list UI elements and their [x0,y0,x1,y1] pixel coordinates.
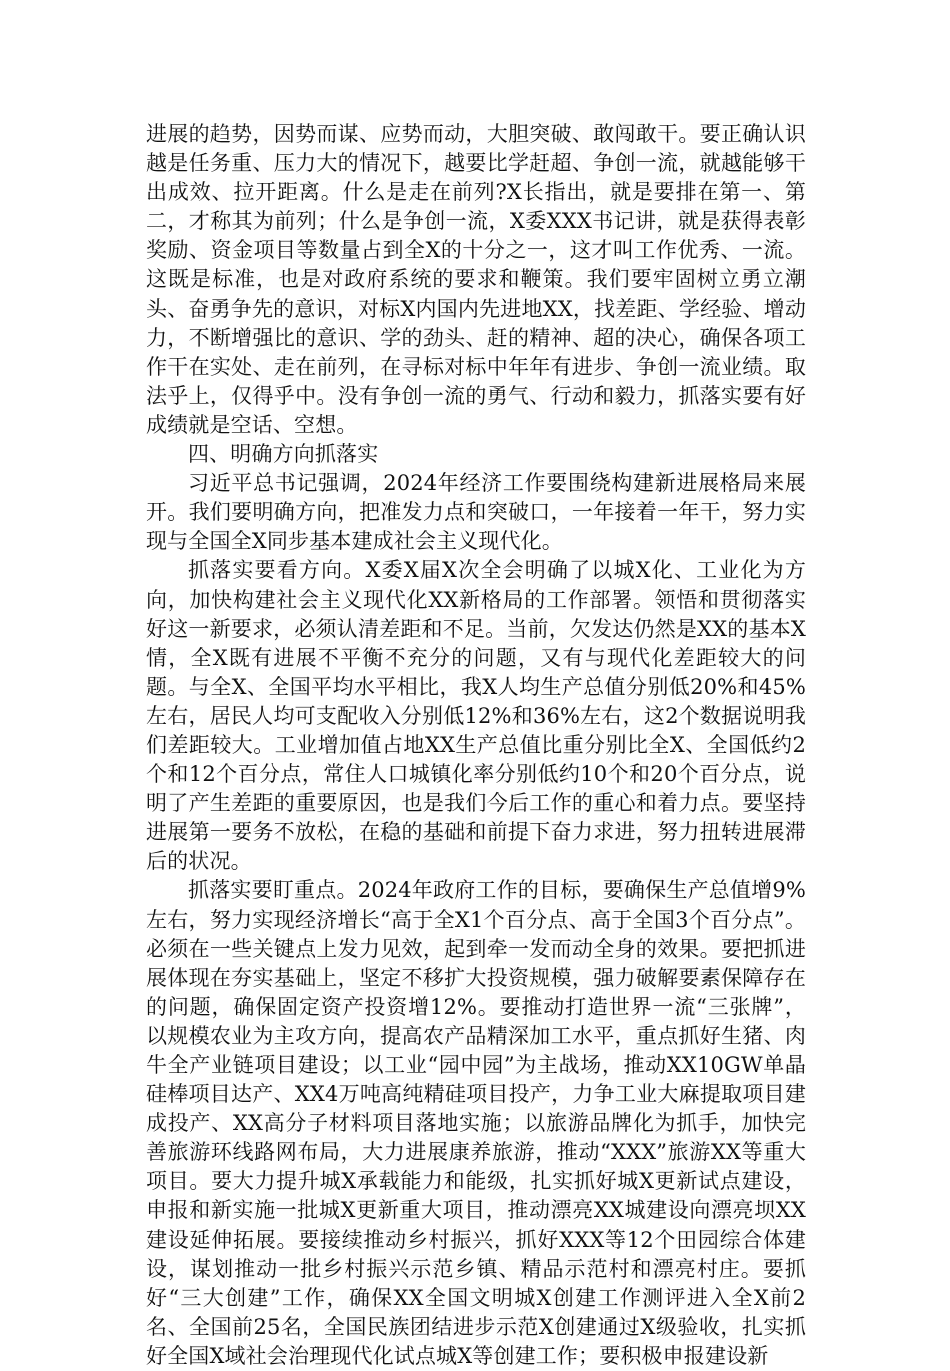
paragraph-direction: 抓落实要看方向。X委X届X次全会明确了以城X化、工业化为方向，加快构建社会主义现代化XX新格局的工作部署。领悟和贯彻落实好这一新要求，必须认清差距和不足。当前，欠发达仍然是XX的基本X情，全X既有进展不平衡不充分的问题，又有与现代化差距较大的问题。与全X、全国平均水平相比，我X人均生产总值分别低20%和45%左右，居民人均可支配收入分别低12%和36%左右，这2个数据说明我们差距较大。工业增加值占地XX生产总值比重分别比全X、全国低约2个和12个百分点，常住人口城镇化率分别低约10个和20个百分点，说明了产生差距的重要原因，也是我们今后工作的重心和着力点。要坚持进展第一要务不放松，在稳的基础和前提下奋力求进，努力扭转进展滞后的状况。 [146,558,806,874]
section-heading: 四、明确方向抓落实 [188,442,379,467]
paragraph-intro: 习近平总书记强调，2024年经济工作要围绕构建新进展格局来展开。我们要明确方向，把准发力点和突破口，一年接着一年干，努力实现与全国全X同步基本建成社会主义现代化。 [146,471,806,554]
document-body [146,120,806,1371]
paragraph-continuation: 进展的趋势，因势而谋、应势而动，大胆突破、敢闯敢干。要正确认识越是任务重、压力大的情况下，越要比学赶超、争创一流，就越能够干出成效、拉开距离。什么是走在前列?X长指出，就是要排在第一、第二，才称其为前列；什么是争创一流，X委XXX书记讲，就是获得表彰奖励、资金项目等数量占到全X的十分之一，这才叫工作优秀、一流。这既是标准，也是对政府系统的要求和鞭策。我们要牢固树立勇立潮头、奋勇争先的意识，对标X内国内先进地XX，找差距、学经验、增动力，不断增强比的意识、学的劲头、赶的精神、超的决心，确保各项工作干在实处、走在前列，在寻标对标中年年有进步、争创一流业绩。取法乎上，仅得乎中。没有争创一流的勇气、行动和毅力，抓落实要有好成绩就是空话、空想。 [146,122,806,437]
paragraph-focus: 抓落实要盯重点。2024年政府工作的目标，要确保生产总值增9%左右，努力实现经济增长“高于全X1个百分点、高于全国3个百分点”。必须在一些关键点上发力见效，起到牵一发而动全身的效果。要把抓进展体现在夯实基础上，坚定不移扩大投资规模，强力破解要素保障存在的问题，确保固定资产投资增12%。要推动打造世界一流“三张牌”，以规模农业为主攻方向，提高农产品精深加工水平，重点抓好生猪、肉牛全产业链项目建设；以工业“园中园”为主战场，推动XX10GW单晶硅棒项目达产、XX4万吨高纯精硅项目投产，力争工业大麻提取项目建成投产、XX高分子材料项目落地实施；以旅游品牌化为抓手，加快完善旅游环线路网布局，大力进展康养旅游，推动“XXX”旅游XX等重大项目。要大力提升城X承载能力和能级，扎实抓好城X更新试点建设，申报和新实施一批城X更新重大项目，推动漂亮XX城建设向漂亮坝XX建设延伸拓展。要接续推动乡村振兴，抓好XXX等12个田园综合体建设，谋划推动一批乡村振兴示范乡镇、精品示范村和漂亮村庄。要抓好“三大创建”工作，确保XX全国文明城X创建工作测评进入全X前2名、全国前25名，全国民族团结进步示范X创建通过X级验收，扎实抓好全国X域社会治理现代化试点城X等创建工作；要积极申报建设新 [146,878,806,1368]
